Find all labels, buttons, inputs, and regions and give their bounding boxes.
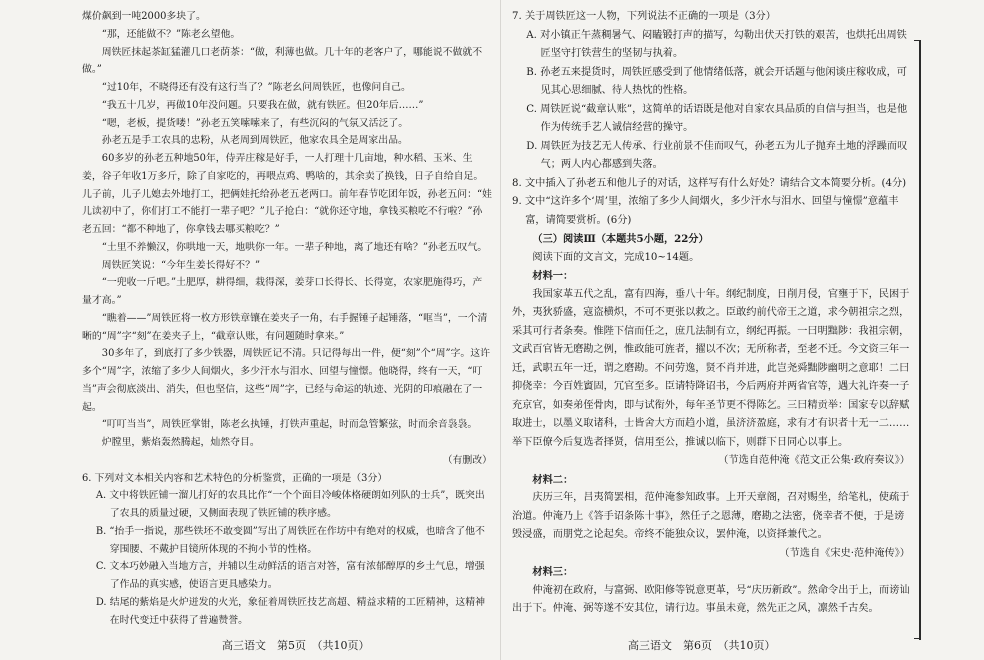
story-para: “一兜收一斤吧。”土肥厚，耕得细，栽得深，姜芽口长得长、长得宽，农家肥施得巧，产量才高。” (82, 277, 483, 306)
material-2-source: （节选自《宋史·范仲淹传》） (779, 547, 910, 559)
material-1-title: 材料一： (532, 270, 574, 282)
margin-tick (914, 638, 920, 639)
material-3-title: 材料三： (532, 566, 574, 578)
section-heading: （三）阅读Ⅲ（本题共5小题，22分） (532, 233, 709, 245)
story-para: 30多年了，到底打了多少铁器，周铁匠记不清。只记得每出一件，便“刻”个“周”字。这许多个“周”字，浓缩了多少人间烟火，多少汗水与泪水、回望与憧憬。他晓得，终有一天，“叮当”声会彻底淡出、消失，但也坚信，这些“周”字，已经与命运的轨迹、光阴的印痕融在了一起。 (82, 348, 491, 413)
story-para: “瞧着——”周铁匠将一枚方形铁章镶在姜夹子一角，右手握锤子起锤落，“哐当”，一个清晰的“周”字“刻”在姜夹子上，“截章认账，有问题随时拿来。” (82, 312, 488, 342)
question-7-option-d: D. 周铁匠为技艺无人传承、行业前景不佳而叹气，孙老五为儿子抛弃土地的浮躁而叹气；两人内心都感到失落。 (526, 140, 908, 170)
question-6-stem: 6. 下列对文本相关内容和艺术特色的分析鉴赏，正确的一项是（3分） (82, 472, 388, 484)
story-para: “叮叮当当”，周铁匠掌钳，陈老幺执锤，打铁声重起，时而急管繁弦，时而余音袅袅。 (101, 419, 478, 431)
story-para: 煤价飙到一吨2000多块了。 (82, 11, 206, 22)
story-para: “那，还能做不？”陈老幺望他。 (101, 28, 241, 40)
section-instruction: 阅读下面的文言文，完成10~14题。 (532, 251, 700, 263)
material-1-text: 我国家革五代之乱，富有四海，垂八十年。纲纪制度，日削月侵，官壅于下，民困于外，夷狄骄盛，寇盗横炽，不可不更张以救之。臣敢约前代帝王之道，求今朝祖宗之烈，采其可行者条奏。惟陛下信而任之，庶几法制有立，纲纪再振。一曰明黜陟：我祖宗朝，文武百官皆无磨勘之例，惟政能可旌者，擢以不次；无所称者，至老不迁。今文资三年一迁，武职五年一迁，谓之磨勘。不问劳逸，贤不肖并进，此岂尧舜黜陟幽明之意耶！二曰抑侥幸：今百姓賨固，冗官至多。臣请特降诏书，今后两府并两省官等，遇大礼许奏一子充京官，如奏弟侄骨肉，即与试衔外，每年圣节更不得陈乞。三曰精贡举：国家专以辞赋取进士，以墨义取诸科，士皆舍大方而趋小道，虽济济盈庭，求有才有识者十无一二……举下臣僚今后复选者择贤，信用至公，推诚以临下，则群下日同心以事上。 (512, 288, 910, 448)
page-5-column (82, 8, 492, 629)
question-7-stem: 7. 关于周铁匠这一人物，下列说法不正确的一项是（3分） (512, 11, 776, 22)
material-1-source: （节选自范仲淹《范文正公集·政府奏议》） (718, 455, 910, 466)
page-5-footer: 高三语文 第5页 （共10页） (222, 639, 370, 652)
question-7-option-b: B. 孙老五来提货时，周铁匠感受到了他情绪低落，就会开话题与他闲谈庄稼收成，可见其心思细腻、待人热忱的性格。 (526, 66, 907, 96)
material-2-text: 庆历三年，吕夷简罢相，范仲淹参知政事。上开天章阁，召对赐坐，给笔札，使疏于治道。仲淹乃上《答手诏条陈十事》，然任子之恩薄，磨勘之法密，侥幸者不便，于是谤毁浸盛，而朋党之论起矣。帝终不能独众议，罢仲淹，以资择兼代之。 (512, 492, 910, 540)
material-3-text: 仲淹初在政府，与富弼、欧阳修等锐意更革，号“庆历新政”。然命令出于上，而谤讪出于下。仲淹、弼等遂不安其位，请行边。事虽未竟，然先正之风，凛然千古矣。 (512, 584, 910, 614)
story-para: 周铁匠笑说：“今年生姜长得好不？” (101, 259, 261, 271)
margin-tick (914, 40, 920, 41)
question-7-option-c: C. 周铁匠说“截章认账”，这简单的话语既是他对自家农具品质的自信与担当，也是他作为传统手艺人诚信经营的操守。 (526, 103, 908, 133)
binding-margin-line (919, 40, 921, 640)
story-para: “嗯，老板，提货喽！”孙老五笑嗦嗦来了，有些沉闷的气氛又活泛了。 (101, 117, 409, 129)
story-para: “土里不养懒汉，你哄地一天，地哄你一年。一辈子种地，离了地还有啥？”孙老五叹气。 (101, 241, 488, 253)
story-para: 60多岁的孙老五种地50年，侍弄庄稼是好手，一人打理十几亩地，种水稻、玉米、生姜，谷子年收1万多斤，除了自家吃的，再喂点鸡、鸭啥的，其余卖了换钱，日子自给自足。儿子前，儿子儿媳去外地打工，把俩娃托给孙老五老两口。前年春节吃团年饭，孙老五问：“娃儿读初中了，你们打工不能打一辈子吧？”儿子抢白：“就你还守地，拿钱买粮吃不行啦？”孙老五回：“都不种地了，你拿钱去哪买粮吃？” (82, 153, 492, 235)
question-6-option-d: D. 结尾的紫焰是火炉迸发的火光，象征着周铁匠技艺高超、精益求精的工匠精神，这精神在时代变迁中获得了普遍赞誉。 (95, 596, 485, 626)
question-6-option-c: C. 文本巧妙融入当地方言，并辅以生动鲜活的语言对答，富有浓郁醇厚的乡土气息，增强了作品的真实感，使语言更具感染力。 (95, 561, 485, 590)
story-para: 周铁匠抹起茶缸猛灌几口老荫茶：“做，利薄也做。几十年的老客户了，哪能说不做就不做。” (82, 46, 483, 76)
material-2-title: 材料二： (532, 473, 574, 486)
page-divider (500, 0, 501, 660)
source-note: （有删改） (442, 454, 492, 466)
question-6-option-a: A. 文中将铁匠铺一溜儿打好的农具比作“一个个面目冷峻体格硬朗如列队的士兵”，既突出了农具的质量过硬，又侧面表现了铁匠铺的秩序感。 (95, 490, 485, 519)
story-para: 孙老五是手工农具的忠粉，从老周到周铁匠，他家农具全是周家出品。 (101, 135, 408, 147)
question-8: 8. 文中插入了孙老五和他儿子的对话，这样写有什么好处？请结合文本简要分析。(4分) (512, 177, 907, 189)
story-para: 炉膛里，紫焰轰然腾起，灿然夺目。 (101, 437, 260, 448)
question-6-option-b: B. “抬手一指说，那些铁坯不敢变圆”写出了周铁匠在作坊中有绝对的权威，也暗含了他不穿围腰、不戴护目镜所体现的不拘小节的性格。 (95, 525, 485, 555)
story-para: “过10年，不晓得还有没有这行当了？”陈老幺问周铁匠，也像问自己。 (101, 82, 411, 93)
page-6-footer: 高三语文 第6页 （共10页） (628, 639, 776, 652)
story-para: “我五十几岁，再做10年没问题。只要我在做，就有铁匠。但20年后……” (101, 99, 424, 111)
page-6-column (512, 8, 910, 619)
question-9: 9. 文中“这许多个‘周’里，浓缩了多少人间烟火，多少汗水与泪水、回望与憧憬”意蕴丰富，请简要赏析。(6分) (512, 196, 899, 226)
question-7-option-a: A. 对小镇正午蒸稠暑气、闷瞌锻打声的描写，勾勒出伏天打铁的艰苦，也烘托出周铁匠坚守打铁营生的坚韧与执着。 (526, 29, 907, 59)
